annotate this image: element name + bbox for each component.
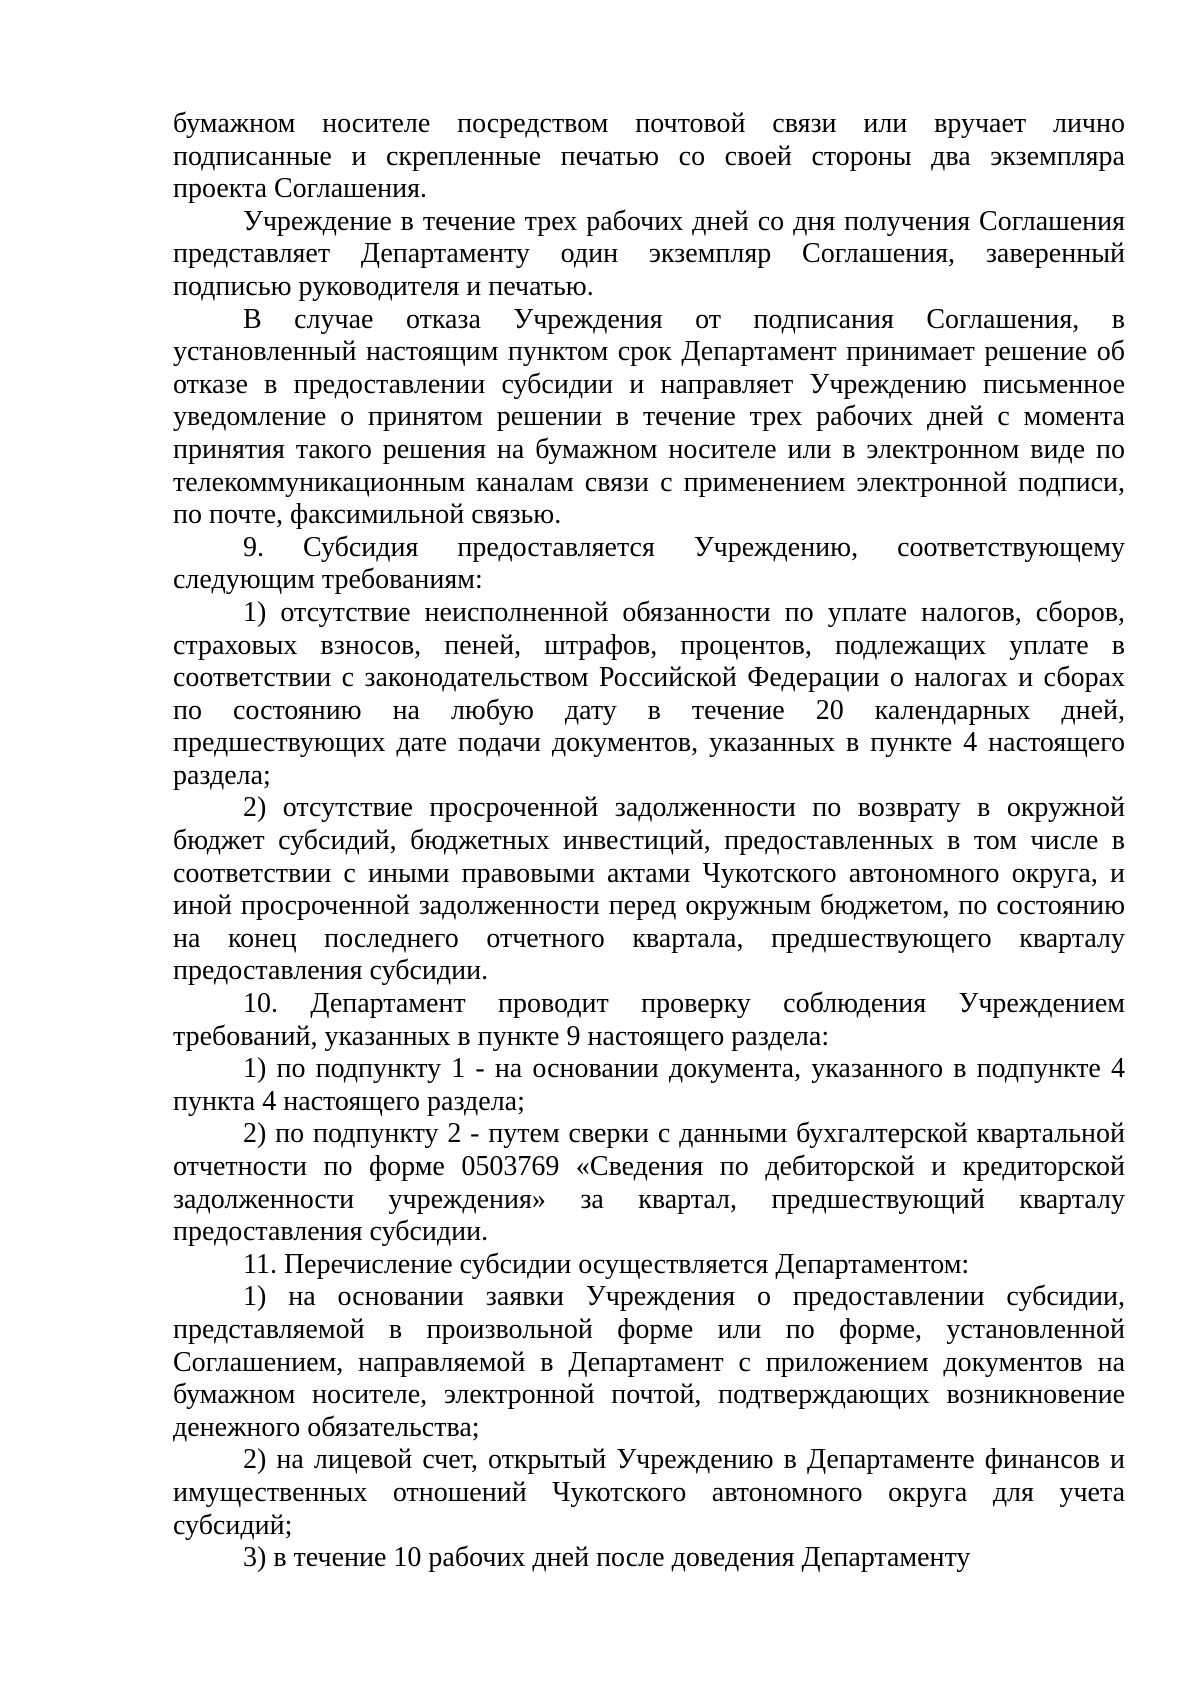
paragraph-item-10-1: 1) по подпункту 1 - на основании документа, указанного в подпункте 4 пункта 4 настоящего раздела; <box>173 1053 1125 1117</box>
paragraph-3: В случае отказа Учреждения от подписания Соглашения, в установленный настоящим пунктом срок Департамент принимает решение об отказе в предоставлении субсидии и направляет Учреждению письменное уведомление о принятом решении в течение трех рабочих дней с момента принятия такого решения на бумажном носителе или в электронном виде по телекоммуникационным каналам связи с применением электронной подписи, по почте, факсимильной связью. <box>173 303 1125 531</box>
document-page <box>173 108 1125 1575</box>
paragraph-item-11-1: 1) на основании заявки Учреждения о предоставлении субсидии, представляемой в произвольной форме или по форме, установленной Соглашением, направляемой в Департамент с приложением документов на бумажном носителе, электронной почтой, подтверждающих возникновение денежного обязательства; <box>173 1281 1125 1443</box>
paragraph-item-11-3: 3) в течение 10 рабочих дней после доведения Департаменту <box>243 1542 971 1574</box>
paragraph-item-9-1: 1) отсутствие неисполненной обязанности по уплате налогов, сборов, страховых взносов, пеней, штрафов, процентов, подлежащих уплате в соответствии с законодательством Российской Федерации о налогах и сборах по состоянию на любую дату в течение 20 календарных дней, предшествующих дате подачи документов, указанных в пункте 4 настоящего раздела; <box>173 596 1125 791</box>
paragraph-item-10-2: 2) по подпункту 2 - путем сверки с данными бухгалтерской квартальной отчетности по форме 0503769 «Сведения по дебиторской и кредиторской задолженности учреждения» за квартал, предшествующий кварталу предоставления субсидии. <box>173 1118 1125 1248</box>
paragraph-item-9: 9. Субсидия предоставляется Учреждению, соответствующему следующим требованиям: <box>173 531 1125 596</box>
paragraph-1: бумажном носителе посредством почтовой связи или вручает лично подписанные и скрепленные печатью со своей стороны два экземпляра проекта Соглашения. <box>173 108 1125 205</box>
paragraph-item-10: 10. Департамент проводит проверку соблюдения Учреждением требований, указанных в пункте 9 настоящего раздела: <box>173 988 1125 1052</box>
paragraph-item-11: 11. Перечисление субсидии осуществляется Департаментом: <box>243 1248 970 1280</box>
paragraph-item-11-2: 2) на лицевой счет, открытый Учреждению в Департаменте финансов и имущественных отношений Чукотского автономного округа для учета субсидий; <box>173 1444 1125 1541</box>
paragraph-2: Учреждение в течение трех рабочих дней со дня получения Соглашения представляет Департаменту один экземпляр Соглашения, заверенный подписью руководителя и печатью. <box>173 205 1125 302</box>
paragraph-item-9-2: 2) отсутствие просроченной задолженности по возврату в окружной бюджет субсидий, бюджетных инвестиций, предоставленных в том числе в соответствии с иными правовыми актами Чукотского автономного округа, и иной просроченной задолженности перед окружным бюджетом, по состоянию на конец последнего отчетного квартала, предшествующего кварталу предоставления субсидии. <box>173 792 1125 987</box>
